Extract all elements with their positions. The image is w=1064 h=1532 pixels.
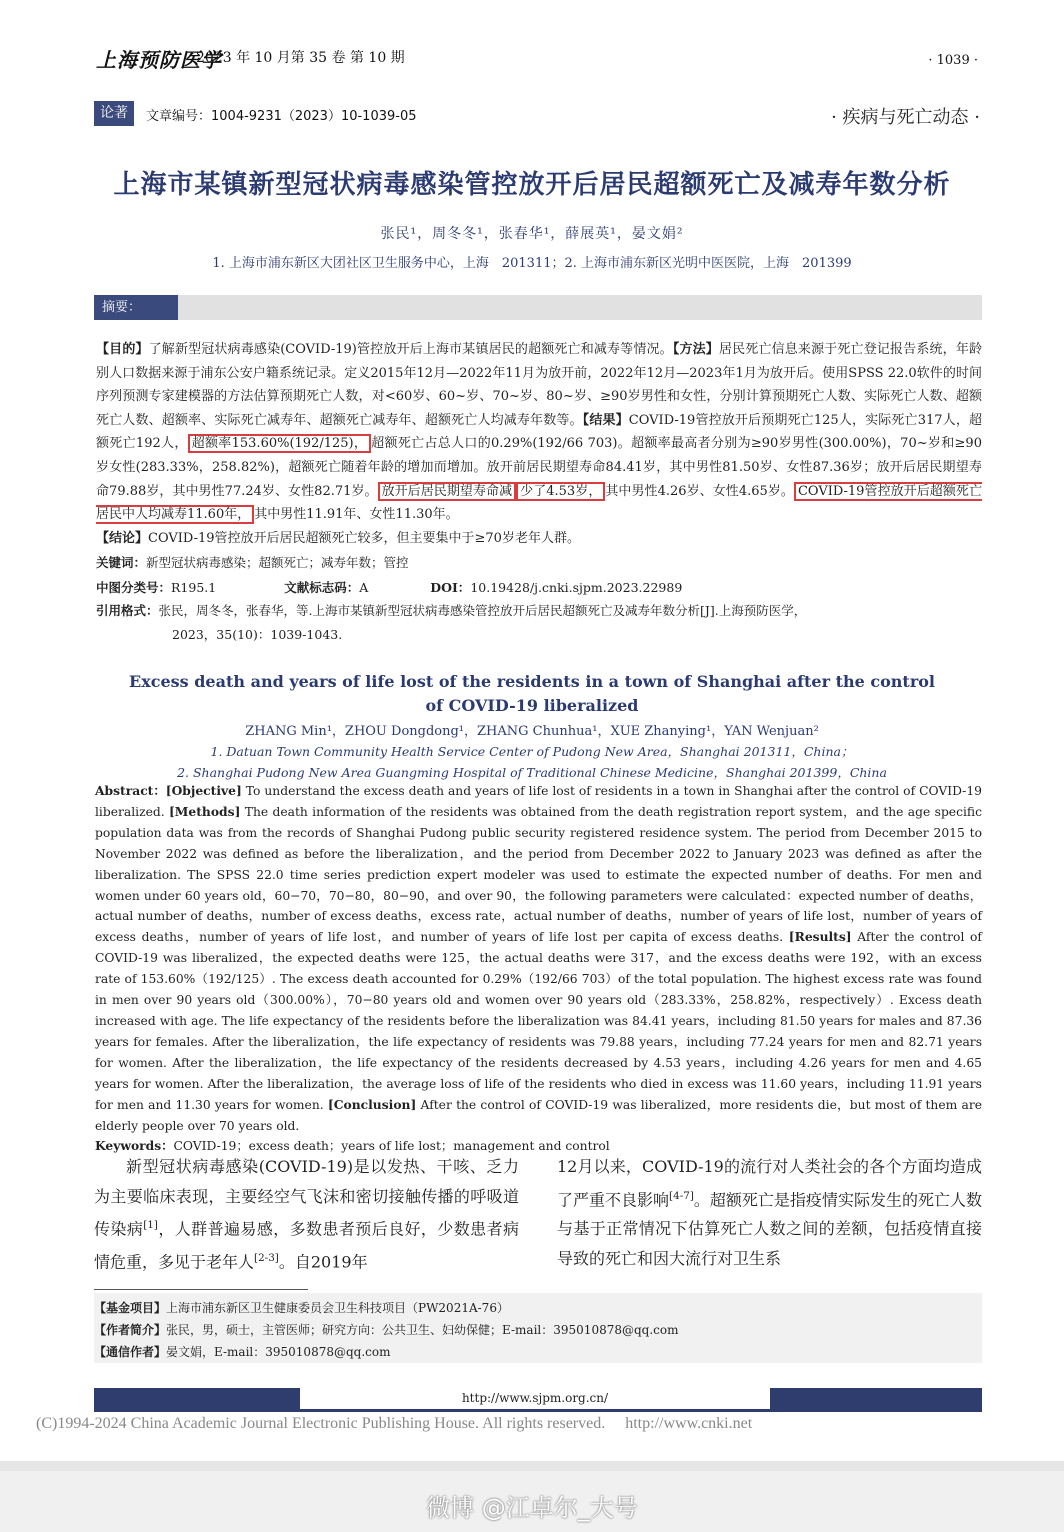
results-text-d: 其中男性11.91年、女性11.30年。 xyxy=(254,507,459,523)
highlight-life-expectancy-b: 少了4.53岁， xyxy=(516,482,605,501)
objective-en-label: [Objective] xyxy=(165,783,242,798)
journal-logo: 上海预防医学 xyxy=(96,48,222,72)
results-en-text: After the control of COVID-19 was liberalized，the expected deaths were 125，the actual deaths were 317，and the excess deaths were 192，with an excess rate of 153.60%（192/125）. The excess death accounted for 0.29%（192/66 703）of the total population. The highest excess rate was found in men over 90 years old（300.00%），70−80 years old and women over 90 years old（283.33%，258.82%，respectively）. Excess death increased with age. The life expectancy of the residents before the liberalization was 84.41 years，including 81.50 years for males and 87.36 years for females. After the liberalization，the life expectancy of residents was 79.88 years，including 77.24 years for men and 82.71 years for women. After the liberalization，the life expectancy of the residents decreased by 4.53 years，including 4.26 years for men and 4.65 years for women. After the liberalization，the average loss of life of the residents who died in excess was 11.60 years，including 11.91 years for men and 11.30 years for women. xyxy=(95,930,982,1112)
objective-en-text: To understand the excess death and years of life lost of residents in a town in Shanghai after the control of COVID-19 liberalized. xyxy=(95,784,982,819)
body-right-text-b: 。超额死亡是指疫情实际发生的死亡人数与基于正常情况下估算死亡人数之间的差额，包括疫情直接导致的死亡和因大流行对卫生系 xyxy=(557,1189,982,1268)
weibo-watermark: 微博 @江卓尔_大号 xyxy=(426,1494,638,1522)
methods-en-text: The death information of the residents was obtained from the death registration report system，and the age specific population data was from the records of Shanghai Pudong public security registered residence system. The period from December 2015 to November 2022 was defined as before the liberalization，and the period from December 2022 to January 2023 was defined as after the liberalization. The SPSS 22.0 time series prediction expert modeler was used to estimate the expected number of deaths. For men and women under 60 years old，60−70，70−80，80−90，and over 90，the following parameters were calculated：expected number of deaths，actual number of deaths，number of excess deaths，excess rate，actual number of deaths，number of years of life lost，number of years of excess deaths，number of years of life lost，and number of years of life lost per capita of excess deaths. xyxy=(95,804,982,945)
body-left-text-b: ，人群普遍易感，多数患者预后良好，少数患者病情危重，多见于老年人 xyxy=(94,1219,519,1272)
copyright-notice: (C)1994-2024 China Academic Journal Electronic Publishing House. All rights reserved. http://www.cnki.net xyxy=(36,1415,753,1432)
citation-text: 张民，周冬冬，张春华，等.上海市某镇新型冠状病毒感染管控放开后居民超额死亡及减寿年数分析[J].上海预防医学， xyxy=(158,603,807,618)
abstract-label: 摘要： xyxy=(94,295,178,320)
clc-label: 中图分类号： xyxy=(96,580,172,595)
citation-text-2: 2023，35(10)：1039-1043. xyxy=(172,627,343,642)
keywords-en-label: Keywords： xyxy=(95,1138,174,1154)
journal-issue: 2023 年 10 月第 35 卷 第 10 期 xyxy=(196,50,405,66)
authors-cn: 张民¹，周冬冬¹，张春华¹，薛展英¹，晏文娟² xyxy=(380,226,684,242)
affiliation-en-2: 2. Shanghai Pudong New Area Guangming Hospital of Traditional Chinese Medicine，Shanghai 201399，China xyxy=(177,765,887,780)
doi-value: 10.19428/j.cnki.sjpm.2023.22989 xyxy=(470,580,683,595)
objective-label: 【目的】 xyxy=(96,342,149,357)
title-en: Excess death and years of life lost of the residents in a town of Shanghai after the control of COVID-19 liberalized xyxy=(129,672,935,715)
footnote-correspondence xyxy=(94,1341,982,1363)
highlight-life-expectancy-a: 放开后居民期望寿命减 xyxy=(378,482,517,501)
highlight-years-lost: COVID-19管控放开后超额死亡居民中人均减寿11.60年， xyxy=(96,483,982,523)
doc-code-value: A xyxy=(359,580,369,595)
footnote-fund xyxy=(94,1297,982,1319)
keywords-cn-label: 关键词： xyxy=(96,555,147,570)
body-left-text-c: 。自2019年 xyxy=(278,1252,368,1272)
citation-label: 引用格式： xyxy=(96,603,159,618)
doc-code-label: 文献标志码： xyxy=(284,580,360,595)
citation-ref-1: [1] xyxy=(143,1219,158,1231)
conclusion-en-label: [Conclusion] xyxy=(327,1096,417,1112)
corr-label: 【通信作者】 xyxy=(94,1345,167,1359)
fund-label: 【基金项目】 xyxy=(94,1301,167,1315)
fund-text: 上海市浦东新区卫生健康委员会卫生科技项目（PW2021A-76） xyxy=(166,1301,509,1315)
corr-text: 晏文娟，E-mail：395010878@qq.com xyxy=(166,1345,391,1359)
affiliations-cn: 1. 上海市浦东新区大团社区卫生服务中心，上海 201311；2. 上海市浦东新区光明中医医院，上海 201399 xyxy=(212,256,852,271)
authors-en: ZHANG Min¹，ZHOU Dongdong¹，ZHANG Chunhua¹，XUE Zhanying¹，YAN Wenjuan² xyxy=(245,724,819,739)
author-text: 张民，男，硕士，主管医师；研究方向：公共卫生、妇幼保健；E-mail：395010878@qq.com xyxy=(166,1323,679,1337)
citation-line xyxy=(96,601,806,619)
keywords-cn: 新型冠状病毒感染；超额死亡；减寿年数；管控 xyxy=(146,555,409,570)
page-number: · 1039 · xyxy=(928,53,978,68)
results-text-c: 其中男性4.26岁、女性4.65岁。 xyxy=(605,483,794,499)
clc-value: R195.1 xyxy=(171,580,217,595)
doi-label: DOI： xyxy=(430,580,471,595)
footer-url[interactable]: http://www.sjpm.org.cn/ xyxy=(300,1388,770,1409)
abstract-en-label: Abstract： xyxy=(95,783,166,798)
keywords-en: COVID-19；excess death；years of life lost；management and control xyxy=(173,1139,610,1154)
citation-ref-2: [2-3] xyxy=(254,1251,279,1264)
body-right-text-a: 12月以来，COVID-19的流行对人类社会的各个方面均造成了严重不良影响 xyxy=(557,1157,982,1209)
footnotes xyxy=(94,1293,982,1363)
highlight-excess-rate: 超额率153.60%(192/125)， xyxy=(188,434,372,453)
bottom-strip-edge xyxy=(0,1461,1064,1471)
objective-text: 了解新型冠状病毒感染(COVID-19)管控放开后上海市某镇居民的超额死亡和减寿等情况。 xyxy=(148,342,673,357)
results-en-label: [Results] xyxy=(788,929,852,945)
methods-text: 居民死亡信息来源于死亡登记报告系统，年龄别人口数据来源于浦东公安户籍系统记录。定义2015年12月—2022年11月为放开前，2022年12月—2023年1月为放开后。使用SPSS 22.0软件的时间序列预测专家建模器的方法估算预期死亡人数，对<60岁、60~岁、70~岁、80~岁、≥90岁男性和女性，分别计算预期死亡人数、实际死亡人数、超额死亡人数、超额率、实际死亡减寿年、超额死亡减寿年、超额死亡人均减寿年数等。 xyxy=(96,342,982,428)
methods-en-label: [Methods] xyxy=(168,803,241,819)
methods-label: 【方法】 xyxy=(672,342,719,357)
title-cn: 上海市某镇新型冠状病毒感染管控放开后居民超额死亡及减寿年数分析 xyxy=(113,170,951,200)
results-label: 【结果】 xyxy=(582,412,629,428)
conclusion-text: COVID-19管控放开后居民超额死亡较多，但主要集中于≥70岁老年人群。 xyxy=(148,530,580,546)
conclusion-en-text: After the control of COVID-19 was liberalized，more residents die，but most of them are elderly people over 70 years old. xyxy=(95,1097,982,1133)
body-left-text-a: 新型冠状病毒感染(COVID-19)是以发热、干咳、乏力为主要临床表现，主要经空气飞沫和密切接触传播的呼吸道传染病 xyxy=(94,1157,519,1239)
classification-line xyxy=(96,578,682,596)
keywords-cn-line xyxy=(96,553,409,571)
abstract-cn xyxy=(96,338,982,550)
abstract-band xyxy=(94,295,982,320)
footnote-rule xyxy=(94,1289,308,1290)
body-column-left xyxy=(94,1152,519,1277)
citation-ref-3: [4-7] xyxy=(669,1189,694,1202)
results-text-b: 超额死亡占总人口的0.29%(192/66 703)。超额率最高者分别为≥90岁男性(300.00%)，70~岁和≥90岁女性(283.33%，258.82%)，超额死亡随着年龄的增加而增加。放开前居民期望寿命84.41岁，其中男性81.50岁、女性87.36岁；放开后居民期望寿命79.88岁，其中男性77.24岁、女性82.71岁。 xyxy=(96,436,982,499)
author-label: 【作者简介】 xyxy=(94,1323,167,1337)
results-text-a: COVID-19管控放开后预期死亡125人，实际死亡317人，超额死亡192人， xyxy=(96,412,982,452)
section-name: · 疾病与死亡动态 · xyxy=(831,107,980,128)
abstract-en xyxy=(95,781,982,1157)
body-column-right xyxy=(557,1152,982,1273)
article-number: 文章编号：1004-9231（2023）10-1039-05 xyxy=(146,109,417,124)
article-type-tag: 论著 xyxy=(94,101,134,126)
footnote-author xyxy=(94,1319,982,1341)
conclusion-label: 【结论】 xyxy=(96,530,149,546)
affiliation-en-1: 1. Datuan Town Community Health Service Center of Pudong New Area，Shanghai 201311，China； xyxy=(210,744,854,759)
